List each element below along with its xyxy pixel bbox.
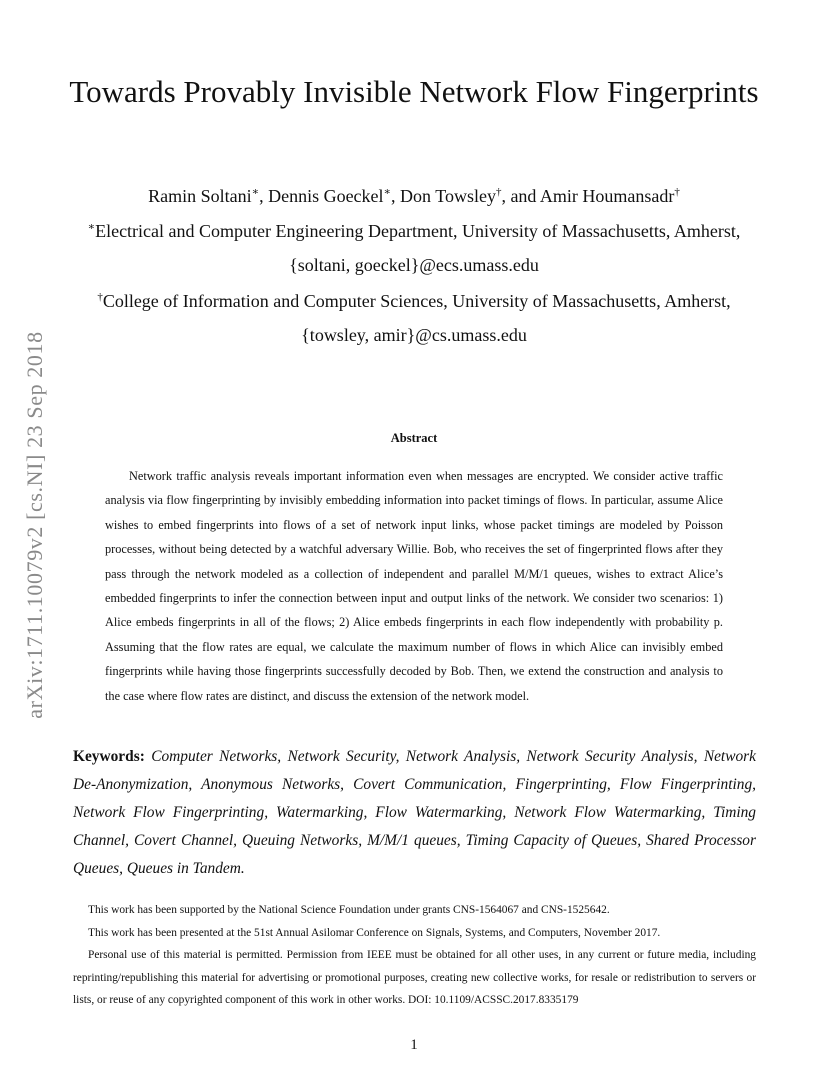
abstract-heading: Abstract bbox=[390, 431, 438, 445]
author-name: Ramin Soltani bbox=[148, 186, 252, 206]
affiliation-2 bbox=[72, 284, 756, 352]
author-separator: , bbox=[259, 186, 269, 206]
keywords-list: Computer Networks, Network Security, Network Analysis, Network Security Analysis, Network De-Anonymization, Anonymous Networks, Covert Communication, Fingerprinting, Flow Fingerprinting, Network Flow Fingerprinting, Watermarking, Flow Watermarking, Network Flow Watermarking, Timing Channel, Covert Channel, Queuing Networks, M/M/1 queues, Timing Capacity of Queues, Shared Processor Queues, Queues in Tandem. bbox=[73, 748, 756, 877]
affiliation-mark: † bbox=[674, 186, 680, 198]
affiliation-1 bbox=[72, 214, 756, 282]
affiliation-mark: ∗ bbox=[383, 186, 392, 198]
author-separator: , bbox=[391, 186, 401, 206]
affiliation-mark: ∗ bbox=[251, 186, 260, 198]
affiliation-mark: † bbox=[495, 186, 502, 198]
footnote-funding: This work has been supported by the National Science Foundation under grants CNS-1564067 and CNS-1525642. bbox=[88, 904, 610, 916]
affiliation-mark: ∗ bbox=[87, 221, 96, 233]
affiliation-email: {towsley, amir}@cs.umass.edu bbox=[301, 325, 527, 345]
affiliation-text: College of Information and Computer Sciences, University of Massachusetts, Amherst, bbox=[102, 291, 731, 311]
arxiv-identifier-stamp: arXiv:1711.10079v2 [cs.NI] 23 Sep 2018 bbox=[22, 331, 47, 719]
author-name: and Amir Houmansadr bbox=[510, 186, 675, 206]
author-separator: , bbox=[501, 186, 511, 206]
abstract-body: Network traffic analysis reveals important information even when messages are encrypted. We consider active traffic analysis via flow fingerprinting by invisibly embedding information into packet timings of flows. In particular, assume Alice wishes to embed fingerprints into flows of a set of network input links, whose packet timings are modeled by Poisson processes, without being detected by a watchful adversary Willie. Bob, who receives the set of fingerprinted flows after they pass through the network modeled as a collection of independent and parallel M/M/1 queues, wishes to extract Alice’s embedded fingerprints to infer the connection between input and output links of the network. We consider two scenarios: 1) Alice embeds fingerprints in all of the flows; 2) Alice embeds fingerprints in each flow independently with probability p. Assuming that the flow rates are equal, we calculate the maximum number of flows in which Alice can invisibly embed fingerprints while having those fingerprints successfully decoded by Bob. Then, we extend the construction and analysis to the case where flow rates are distinct, and discuss the extension of the network model. bbox=[105, 469, 723, 703]
affiliation-email: {soltani, goeckel}@ecs.umass.edu bbox=[289, 255, 539, 275]
footnotes bbox=[73, 899, 756, 1012]
footnote-copyright: Personal use of this material is permitted. Permission from IEEE must be obtained for all other uses, in any current or future media, including reprinting/republishing this material for advertising or promotional purposes, creating new collective works, for resale or redistribution to servers or lists, or reuse of any copyrighted component of this work in other works. DOI: 10.1109/ACSSC.2017.8335179 bbox=[73, 949, 756, 1006]
author-list bbox=[0, 181, 828, 211]
keywords-section bbox=[73, 743, 756, 883]
paper-title: Towards Provably Invisible Network Flow Fingerprints bbox=[69, 74, 759, 109]
page-number: 1 bbox=[410, 1037, 418, 1053]
affiliation-text: Electrical and Computer Engineering Department, University of Massachusetts, Amherst, bbox=[95, 221, 741, 241]
author-name: Dennis Goeckel bbox=[268, 186, 384, 206]
keywords-label: Keywords: bbox=[73, 748, 145, 765]
footnote-conference: This work has been presented at the 51st Annual Asilomar Conference on Signals, Systems, and Computers, November 2017. bbox=[88, 926, 661, 939]
author-name: Don Towsley bbox=[400, 186, 496, 206]
affiliation-mark: † bbox=[97, 291, 103, 303]
